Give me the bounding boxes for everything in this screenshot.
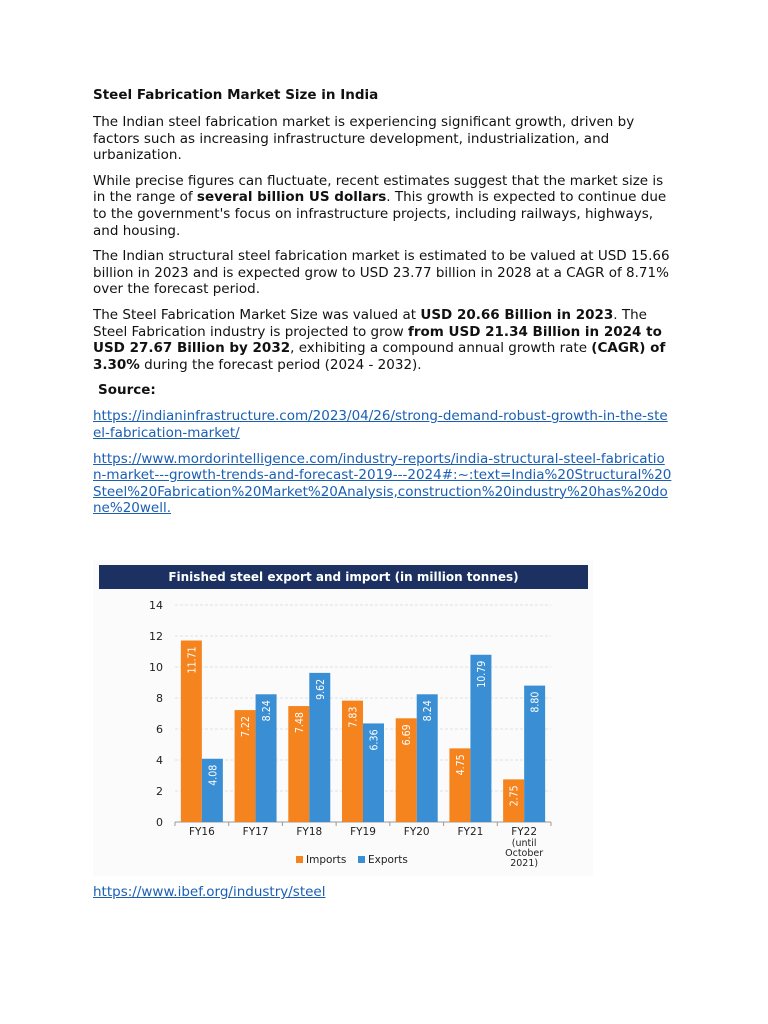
text-run: While precise figures can fluctuate, recent estimates suggest that the market size is in the range of	[93, 172, 664, 206]
data-label: 9.62	[314, 678, 327, 700]
data-label: 10.79	[475, 660, 488, 688]
data-label: 8.24	[422, 700, 435, 722]
y-tick-label: 4	[156, 754, 163, 767]
source-link-mordorintelligence[interactable]: https://www.mordorintelligence.com/industry-reports/india-structural-steel-fabrication-market---growth-trends-and-forecast-2019---2024#:~:text=India%20Structural%20Steel%20Fabrication%20Market%20Analysis,construction%20industry%20has%20done%20well.	[93, 450, 672, 517]
y-tick-label: 6	[156, 723, 163, 736]
chart-plot	[93, 560, 593, 876]
bold-text-run: USD 20.66 Billion in 2023	[420, 306, 614, 323]
chart-title: Finished steel export and import (in million tonnes)	[99, 565, 588, 589]
data-label: 4.75	[454, 754, 467, 776]
data-label: 7.22	[240, 716, 253, 738]
x-tick-label: FY19	[350, 826, 376, 838]
legend-exports-label: Exports	[368, 854, 408, 866]
paragraph-market-estimate	[93, 173, 673, 239]
source-label: Source:	[98, 382, 156, 399]
data-label: 6.36	[368, 729, 381, 751]
document-body	[93, 86, 673, 526]
text-run: , exhibiting a compound annual growth rate	[290, 340, 592, 357]
legend-exports-swatch	[358, 856, 365, 863]
x-tick-label: FY20	[403, 826, 430, 838]
x-tick-label: FY18	[296, 826, 323, 838]
text-run: The Steel Fabrication Market Size was valued at	[93, 306, 421, 323]
legend-imports-swatch	[296, 856, 303, 863]
bold-text-run: (CAGR) of 3.30%	[93, 340, 666, 373]
y-tick-label: 8	[156, 692, 163, 705]
paragraph-intro: The Indian steel fabrication market is experiencing significant growth, driven by factors such as increasing infrastructure development, industrialization, and urbanization.	[93, 114, 635, 164]
data-label: 4.08	[207, 764, 220, 786]
paragraph-market-size	[93, 307, 673, 373]
x-tick-label: FY21	[457, 826, 484, 838]
legend-imports-label: Imports	[306, 854, 347, 866]
bold-text-run: several billion US dollars	[196, 189, 387, 206]
x-tick-label: FY17	[242, 826, 269, 838]
y-tick-label: 10	[149, 661, 163, 674]
y-tick-label: 12	[149, 630, 163, 643]
text-run: . The Steel Fabrication industry is projected to grow	[93, 306, 647, 340]
y-tick-label: 0	[156, 816, 163, 829]
page-title: Steel Fabrication Market Size in India	[93, 87, 379, 103]
data-label: 7.83	[347, 706, 360, 728]
source-link-ibef[interactable]: https://www.ibef.org/industry/steel	[93, 884, 326, 900]
x-tick-label: FY16	[188, 826, 215, 838]
bold-text-run: from USD 21.34 Billion in 2024 to USD 27.67 Billion by 2032	[93, 323, 662, 357]
source-link-indianinfrastructure[interactable]: https://indianinfrastructure.com/2023/04/26/strong-demand-robust-growth-in-the-steel-fabrication-market/	[93, 408, 668, 441]
paragraph-structural-market: The Indian structural steel fabrication market is estimated to be valued at USD 15.66 billion in 2023 and is expected grow to USD 23.77 billion in 2028 at a CAGR of 8.71% over the forecast period.	[93, 248, 670, 298]
x-tick-sublabel: (until	[511, 838, 537, 849]
x-tick-sublabel: 2021)	[510, 858, 539, 869]
y-tick-label: 2	[156, 785, 163, 798]
data-label: 7.48	[293, 712, 306, 734]
data-label: 8.24	[261, 700, 274, 722]
y-tick-label: 14	[149, 599, 163, 612]
x-tick-label: FY22	[511, 826, 538, 838]
steel-trade-chart	[93, 560, 593, 876]
text-run: . This growth is expected to continue due to the government's focus on infrastructure projects, including railways, highways, and housing.	[93, 189, 667, 239]
text-run: during the forecast period (2024 - 2032).	[139, 356, 422, 373]
data-label: 11.71	[186, 646, 199, 674]
data-label: 6.69	[401, 724, 414, 746]
data-label: 2.75	[508, 785, 521, 807]
data-label: 8.80	[529, 691, 542, 713]
x-tick-sublabel: October	[505, 848, 544, 859]
